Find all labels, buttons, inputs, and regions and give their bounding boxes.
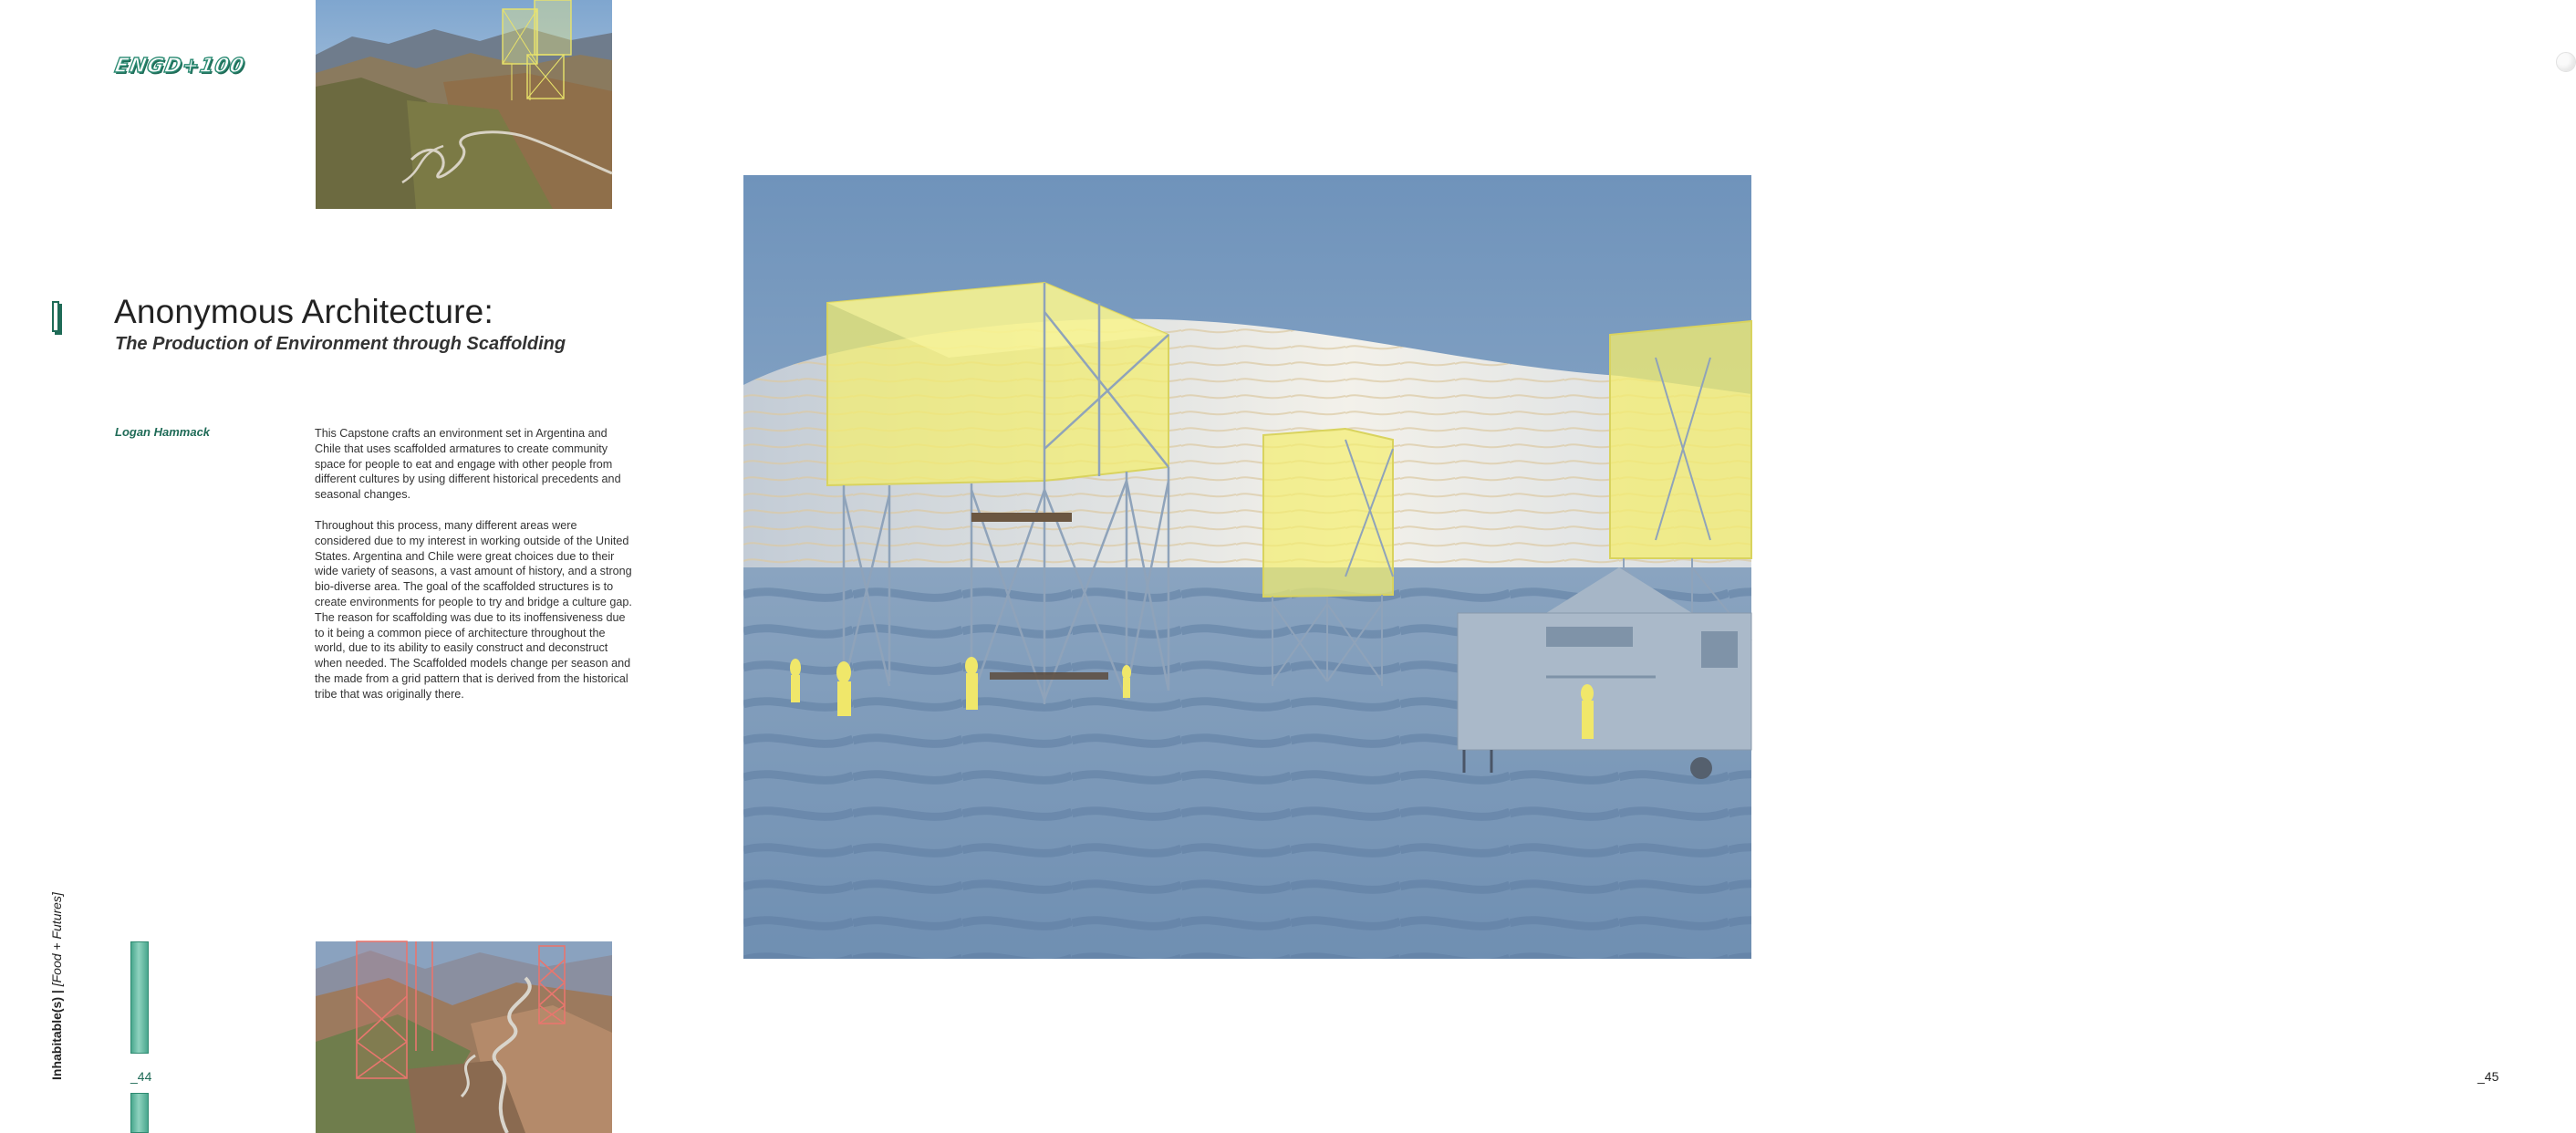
body-paragraph: This Capstone crafts an environment set in Argentina and Chile that uses scaffolded armatures to create community space for people to eat and engage with other people from different cultures by using different historical precedents and seasonal changes. <box>315 427 621 502</box>
body-paragraph: Throughout this process, many different areas were considered due to my interest in working outside of the United States. Argentina and Chile were great choices due to their wide variety of seasons, a vast amount of history, and a strong bio-diverse area. The goal of the scaffolded structures is to create environments for people to try and bridge a culture gap. The reason for scaffolding was due to its inoffensiveness due to it being a common piece of architecture throughout the world, due to its ability to easily construct and deconstruct when needed. The Scaffolded models change per season and the made from a grid pattern that is derived from the historical tribe that was originally there. <box>315 518 632 701</box>
top-photo <box>316 0 612 209</box>
author-name: Logan Hammack <box>115 425 211 439</box>
corner-circle-icon <box>2556 52 2576 72</box>
bottom-photo <box>316 941 612 1133</box>
title-marker-icon <box>52 301 59 332</box>
article-body <box>315 426 634 718</box>
article-title: Anonymous Architecture: <box>114 293 493 330</box>
mountain-valley-photo-icon <box>316 0 612 209</box>
scaffold-pavilion-render-icon <box>743 175 1751 959</box>
running-head <box>49 892 64 1080</box>
winding-road-photo-icon <box>316 941 612 1133</box>
green-accent-bar <box>130 1093 149 1133</box>
main-render-image <box>743 175 1751 959</box>
running-head-theme: [Food + Futures] <box>49 892 64 987</box>
green-accent-bar <box>130 941 149 1054</box>
page-number-right: _45 <box>2477 1069 2499 1084</box>
page-number-left: _44 <box>130 1069 152 1084</box>
article-subtitle: The Production of Environment through Scaffolding <box>115 334 566 354</box>
running-head-title: Inhabitable(s) | <box>49 990 64 1080</box>
publication-logo: ENGD+100 <box>112 55 247 78</box>
